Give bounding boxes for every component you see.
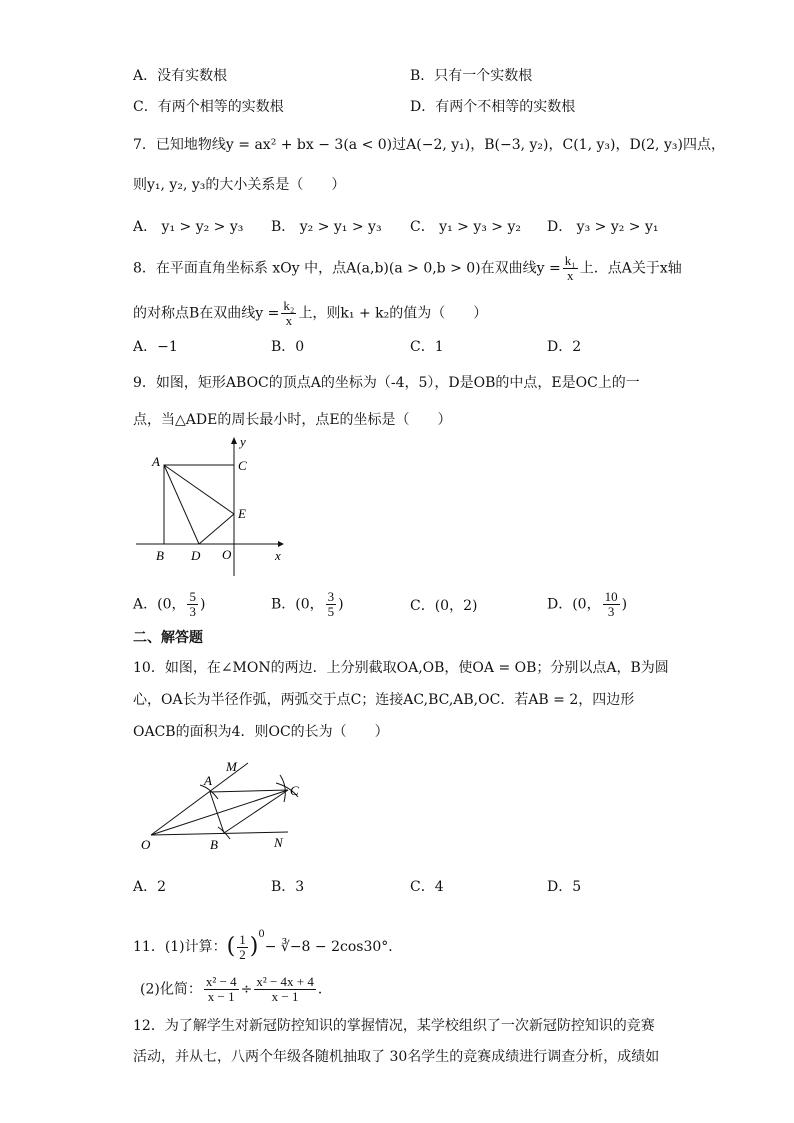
q12-stem-line2: 活动，并从七，八两个年级各随机抽取了 30名学生的竞赛成绩进行调查分析，成绩如 <box>133 1049 660 1065</box>
q9-stem-line2: 点，当△ADE的周长最小时，点E的坐标是（ ） <box>133 412 452 428</box>
q11-part1-label: 11．(1)计算： <box>133 939 227 955</box>
q9-option-a-pre: A．(0， <box>133 596 186 613</box>
q9-option-d-post: ) <box>621 596 628 613</box>
q9-stem-line1: 9．如图，矩形ABOC的顶点A的坐标为（-4，5），D是OB的中点，E是OC上的一 <box>133 375 640 391</box>
q11-fraction-2 <box>254 975 316 1004</box>
q8-line2-text-a: 的对称点B在双曲线y = <box>133 305 280 322</box>
label-e: E <box>238 506 246 521</box>
label-a: A <box>152 454 160 469</box>
q9-option-d-num: 10 <box>604 589 618 604</box>
label-b: B <box>210 837 218 852</box>
q10-option-c: C．4 <box>410 879 444 895</box>
label-o: O <box>222 547 232 562</box>
q9-option-a-frac <box>187 590 198 619</box>
q8-frac1-num: k₁ <box>564 253 576 268</box>
q9-option-a-den: 3 <box>189 604 196 619</box>
q6-option-d: D．有两个不相等的实数根 <box>410 99 576 115</box>
arc-at-c-1 <box>280 775 285 802</box>
q9-option-b-post: ) <box>338 596 344 613</box>
q11-f2-den: x − 1 <box>271 989 299 1004</box>
q9-option-a-num: 5 <box>189 589 196 604</box>
q9-option-b-frac <box>326 590 337 619</box>
x-axis-arrow-icon <box>278 541 284 547</box>
q8-option-d: D．2 <box>547 339 582 355</box>
q8-option-a: A．−1 <box>133 339 178 355</box>
q11-fraction-1 <box>204 975 239 1004</box>
q11-part2-label: (2)化简： <box>140 981 202 998</box>
section-title: 二、解答题 <box>133 630 203 646</box>
label-n: N <box>274 835 283 850</box>
q11-fraction-half <box>237 933 248 962</box>
q8-frac1-den: x <box>567 268 574 283</box>
q7-option-c: C． y₁ > y₃ > y₂ <box>410 219 521 235</box>
q9-option-d-frac <box>603 590 620 619</box>
q10-angle-figure <box>138 757 318 857</box>
q8-fraction-k1 <box>563 254 578 283</box>
q9-option-b-num: 3 <box>327 589 335 604</box>
q12-stem-line1: 12．为了解学生对新冠防控知识的掌握情况，某学校组织了一次新冠防控知识的竞赛 <box>133 1018 655 1034</box>
q8-option-c: C．1 <box>410 339 444 355</box>
q9-rectangle-figure <box>130 432 290 580</box>
q8-stem-line2 <box>133 299 487 328</box>
label-d: D <box>191 548 201 563</box>
label-x: x <box>275 548 281 563</box>
label-b: B <box>156 548 164 563</box>
q11-frac-den: 2 <box>239 946 246 962</box>
label-o: O <box>141 837 151 852</box>
q9-option-c: C．(0，2) <box>410 598 478 614</box>
rectangle-aboc <box>164 465 234 544</box>
q7-option-d: D． y₃ > y₂ > y₁ <box>547 219 659 235</box>
q11-part1 <box>133 925 402 962</box>
segment-de <box>199 514 234 544</box>
q11-f1-num: x² − 4 <box>205 974 237 989</box>
segment-ac <box>210 790 288 792</box>
q11-part2 <box>140 975 332 1004</box>
q10-option-d: D．5 <box>547 879 582 895</box>
label-c: C <box>238 458 247 473</box>
q9-option-b-den: 5 <box>327 604 335 619</box>
q7-option-a: A． y₁ > y₂ > y₃ <box>133 219 244 235</box>
q8-stem-line1 <box>133 254 682 283</box>
label-y: y <box>240 434 246 449</box>
q7-stem-line2: 则y₁, y₂, y₃的大小关系是（ ） <box>133 177 346 193</box>
q10-stem-line3: OACB的面积为4．则OC的长为（ ） <box>133 724 389 740</box>
q9-option-d-pre: D．(0， <box>547 596 601 613</box>
q6-option-b: B．只有一个实数根 <box>410 68 533 84</box>
q6-option-a: A．没有实数根 <box>133 68 228 84</box>
q11-end: ． <box>317 981 332 998</box>
label-a: A <box>204 773 212 788</box>
q9-option-d <box>547 590 627 619</box>
q11-f2-num: x² − 4x + 4 <box>256 974 314 989</box>
q8-line2-text-b: 上，则k₁ + k₂的值为（ ） <box>298 305 488 322</box>
q10-option-b: B．3 <box>271 879 305 895</box>
q8-frac2-den: x <box>285 313 293 328</box>
ray-on <box>151 832 288 835</box>
q8-option-b: B．0 <box>271 339 305 355</box>
q8-line1-text-a: 8．在平面直角坐标系 xOy 中，点A(a,b)(a > 0,b > 0)在双曲线y = <box>133 260 561 277</box>
q8-fraction-k2 <box>281 299 296 328</box>
label-m: M <box>226 759 237 774</box>
y-axis-arrow-icon <box>231 437 237 444</box>
segment-bc <box>224 790 288 833</box>
q9-option-a-post: ) <box>199 596 206 613</box>
q10-option-a: A．2 <box>133 879 167 895</box>
q10-stem-line2: 心，OA长为半径作弧，两弧交于点C；连接AC,BC,AB,OC．若AB = 2，四边形 <box>133 692 635 708</box>
q11-f1-den: x − 1 <box>207 989 235 1004</box>
q10-stem-line1: 10．如图，在∠MON的两边．上分别截取OA,OB，使OA = OB；分别以点A，B为圆 <box>133 660 669 676</box>
q11-divide-op: ÷ <box>240 981 253 998</box>
q11-frac-num: 1 <box>239 931 246 947</box>
q7-stem-line1: 7．已知地物线y = ax² + bx − 3(a < 0)过A(−2, y₁)，B(−3, y₂)，C(1, y₃)，D(2, y₃)四点， <box>133 137 725 153</box>
q11-part1-expr: − ∛−8 − 2cos30°． <box>264 939 403 955</box>
q11-paren-right: ) <box>249 934 259 959</box>
q7-option-b: B． y₂ > y₁ > y₃ <box>271 219 382 235</box>
q8-frac2-num: k₂ <box>283 298 295 313</box>
q9-option-a <box>133 590 205 619</box>
q8-line1-text-b: 上．点A关于x轴 <box>579 260 682 277</box>
q9-option-b <box>271 590 344 619</box>
label-c: C <box>290 783 299 798</box>
q6-option-c: C．有两个相等的实数根 <box>133 99 284 115</box>
q9-option-b-pre: B．(0， <box>271 596 324 613</box>
q11-paren-left: ( <box>226 934 236 959</box>
q11-exponent: 0 <box>258 929 265 940</box>
q9-option-d-den: 3 <box>607 604 615 619</box>
